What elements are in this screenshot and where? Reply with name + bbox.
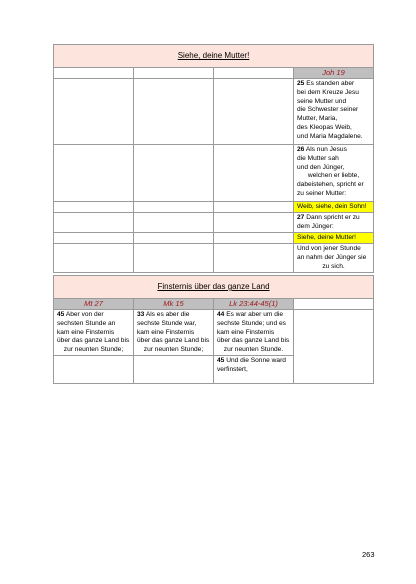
section-header-row	[54, 45, 374, 68]
reference-luke: Lk 23:44-45(1)	[214, 299, 294, 310]
verse-row-27	[54, 213, 374, 233]
luke-verse-45: 45 Und die Sonne ward verfinstert,	[214, 355, 294, 383]
section-title: Finsternis über das ganze Land	[54, 276, 374, 299]
john-verse-26: 26 Als nun Jesus die Mutter sah und den Jünger, welchen er liebte, dabeistehen, spricht er zu seiner Mutter:	[294, 145, 374, 202]
empty-cell	[294, 310, 374, 384]
reference-cell-empty	[134, 68, 214, 79]
john-verse-27: 27 Dann spricht er zu dem Jünger:	[294, 213, 374, 233]
mark-verse-33: 33 Als es aber die sechste Stunde war, kam eine Finsternis über das ganze Land bis zur neunten Stunde;	[134, 310, 214, 356]
reference-matthew: Mt 27	[54, 299, 134, 310]
verse-row-26	[54, 145, 374, 202]
reference-cell-empty	[54, 68, 134, 79]
synopsis-table-mother	[53, 44, 374, 273]
synopsis-table-darkness	[53, 275, 374, 384]
john-26-quote: Weib, siehe, dein Sohn!	[294, 202, 374, 213]
verse-row-darkness	[54, 310, 374, 356]
verse-row-26-highlight	[54, 202, 374, 213]
reference-john: Joh 19	[294, 68, 374, 79]
reference-cell-empty	[214, 68, 294, 79]
reference-row	[54, 299, 374, 310]
luke-verse-44: 44 Es war aber um die sechste Stunde; und es kam eine Finsternis über das ganze Land bis zur neunten Stunde.	[214, 310, 294, 356]
reference-row	[54, 68, 374, 79]
section-header-row	[54, 276, 374, 299]
reference-mark: Mk 15	[134, 299, 214, 310]
page-number: 263	[362, 550, 375, 559]
john-27-quote: Siehe, deine Mutter!	[294, 233, 374, 244]
reference-cell-empty	[294, 299, 374, 310]
section-title: Siehe, deine Mutter!	[54, 45, 374, 68]
verse-row-27b	[54, 244, 374, 273]
matthew-verse-45: 45 Aber von der sechsten Stunde an kam eine Finsternis über das ganze Land bis zur neunten Stunde;	[54, 310, 134, 356]
john-verse-27b: Und von jener Stunde an nahm der Jünger sie zu sich.	[294, 244, 374, 273]
john-verse-25: 25 Es standen aber bei dem Kreuze Jesu seine Mutter und die Schwester seiner Mutter, Maria, des Kleopas Weib, und Maria Magdalene.	[294, 79, 374, 145]
verse-row-25	[54, 79, 374, 145]
verse-row-27-highlight	[54, 233, 374, 244]
